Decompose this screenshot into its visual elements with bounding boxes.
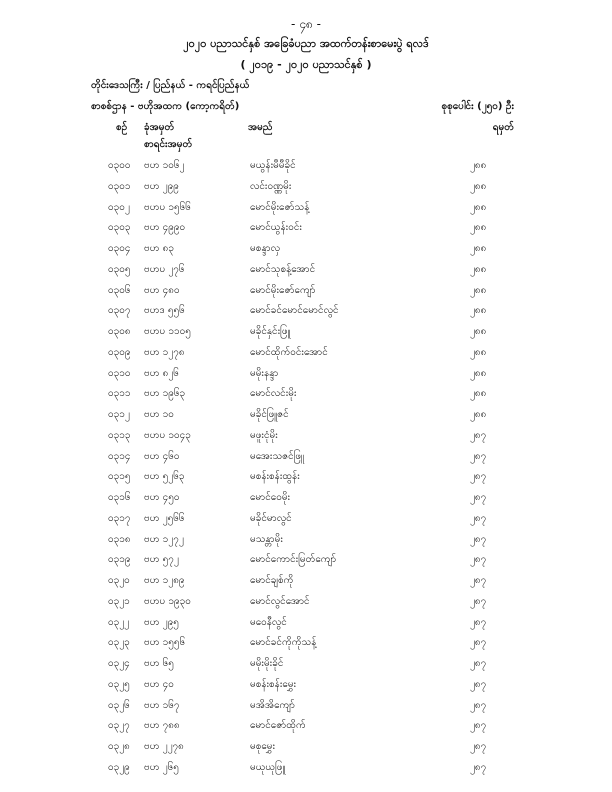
row-name: မောင်မိုးဇော်ကျော်: [250, 284, 316, 296]
row-marks: ၂၈၇: [470, 575, 487, 586]
row-name: မောင်ခင်ကိုကိုသန့်: [250, 637, 317, 649]
row-no: ၀၃၂၅: [108, 678, 130, 690]
table-row: [0, 677, 612, 698]
table-row: [0, 490, 612, 511]
row-marks: ၂၈၈: [470, 160, 487, 171]
region-line: တိုင်းဒေသကြီး / ပြည်နယ် - ကရင်ပြည်နယ်: [91, 80, 250, 91]
exam-center-line: စာစစ်ဌာန - ဗဟိုအထက (ကော့ကရိတ်): [91, 101, 240, 112]
row-no: ၀၃၀၆: [108, 284, 131, 296]
header-name: အမည်: [248, 122, 273, 133]
row-reg: ဗဟဒ ၅၅၆: [144, 305, 185, 317]
row-name: မောင်ခင်မောင်မောင်လွင်: [250, 305, 339, 317]
row-no: ၀၃၂၇: [108, 720, 130, 732]
row-reg: ဗဟ ၆၅: [144, 658, 174, 669]
table-row: [0, 635, 612, 656]
row-name: မောင်ယွန်းဝင်း: [250, 222, 302, 234]
row-no: ၀၃၂၉: [108, 761, 130, 773]
row-name: မယွန်းမီမီခိုင်: [250, 160, 296, 171]
row-marks: ၂၈၇: [470, 741, 487, 752]
row-no: ၀၃၁၈: [108, 533, 131, 545]
row-marks: ၂၈၇: [470, 699, 487, 711]
row-name: မောင်လင်းမိုး: [250, 388, 297, 400]
row-reg: ဗဟ ၈၂၆: [144, 367, 179, 379]
row-no: ၀၃၁၂: [108, 409, 130, 420]
row-name: မောင်ကောင်းမြတ်ကျော်: [250, 554, 337, 566]
row-reg: ဗဟ ၂၆၅: [144, 761, 179, 773]
row-marks: ၂၈၇: [470, 637, 487, 649]
header-reg-sub: စာရင်းအမှတ်: [144, 139, 193, 150]
row-no: ၀၃၂၂: [108, 616, 130, 628]
table-row: [0, 345, 612, 366]
table-row: [0, 366, 612, 387]
table-row: [0, 469, 612, 490]
table-row: [0, 428, 612, 449]
header-no: စဉ်: [116, 122, 128, 133]
table-row: [0, 262, 612, 283]
row-name: လင်းဝဏ္ဏမိုး: [250, 180, 292, 192]
row-reg: ဗဟပ ၁၅၆၆: [144, 201, 191, 213]
row-reg: ဗဟ ၄၅၀: [144, 492, 180, 503]
row-reg: ဗဟ ၄၉၉၀: [144, 222, 186, 234]
table-row: [0, 656, 612, 677]
row-name: မောင်သုစန့်အောင်: [250, 263, 316, 275]
table-row: [0, 407, 612, 428]
row-reg: ဗဟ ၄၀: [144, 678, 174, 690]
row-no: ၀၃၀၅: [108, 263, 131, 275]
row-reg: ဗဟပ ၂၇၆: [144, 263, 185, 275]
table-row: [0, 179, 612, 200]
table-row: [0, 220, 612, 241]
row-marks: ၂၈၇: [470, 720, 487, 732]
row-name: မောင်ချစ်ကို: [250, 575, 294, 586]
table-row: [0, 615, 612, 636]
row-no: ၀၃၀၃: [108, 222, 131, 234]
row-no: ၀၃၁၆: [108, 492, 131, 503]
row-name: မမိုးနန္ဒာ: [250, 367, 279, 379]
row-reg: ဗဟ ၁၉၆၃: [144, 388, 186, 400]
row-name: မောင်ထိုက်ဝင်းအောင်: [250, 346, 328, 358]
row-name: မယုယုဖြူ: [250, 761, 286, 773]
row-reg: ဗဟ ၂၂၇၈: [144, 741, 184, 752]
row-name: မောင်မိုးဇော်သန့်: [250, 201, 310, 213]
row-reg: ဗဟ ၄၆၀: [144, 450, 180, 462]
row-marks: ၂၈၈: [470, 284, 487, 296]
table-row: [0, 386, 612, 407]
row-reg: ဗဟ ၂၉၉: [144, 180, 179, 192]
row-reg: ဗဟ ၅၂၆၃: [144, 471, 185, 483]
row-no: ၀၃၂၆: [108, 699, 130, 711]
row-name: မောင်ဝေမိုး: [250, 492, 291, 503]
row-name: မောင်ဇော်ထိုက်: [250, 720, 306, 732]
row-reg: ဗဟ ၈၃: [144, 243, 175, 254]
row-marks: ၂၈၇: [470, 471, 487, 483]
center-total: စုစုပေါင်း (၂၅၀) ဦး: [441, 101, 514, 112]
row-reg: ဗဟ ၂၅၆၆: [144, 512, 185, 524]
row-marks: ၂၈၇: [470, 533, 487, 545]
row-no: ၀၃၂၀: [108, 575, 130, 586]
row-marks: ၂၈၇: [470, 492, 487, 503]
row-no: ၀၃၀၇: [108, 305, 131, 317]
row-reg: ဗဟ ၇၈၈: [144, 720, 180, 732]
table-row: [0, 283, 612, 304]
row-name: မမိုးမိုးခိုင်: [250, 658, 284, 669]
row-marks: ၂၈၈: [470, 367, 487, 379]
row-no: ၀၃၂၄: [108, 658, 130, 669]
row-name: မဖူးငုံမိုး: [250, 429, 278, 441]
row-name: မခိုင်မာလွင်: [250, 512, 292, 524]
row-marks: ၂၈၈: [470, 222, 487, 234]
row-reg: ဗဟ ၅၇၂: [144, 554, 179, 566]
row-marks: ၂၈၈: [470, 326, 487, 337]
row-no: ၀၃၁၁: [108, 388, 131, 400]
row-no: ၀၃၀၀: [108, 160, 131, 171]
document-subtitle: ( ၂၀၁၉ - ၂၀၂၀ ပညာသင်နှစ် ): [240, 58, 372, 71]
table-row: [0, 241, 612, 262]
row-name: မဝေနီလွင်: [250, 616, 287, 628]
row-reg: ဗဟ ၁၂၇၈: [144, 346, 185, 358]
row-reg: ဗဟ ၁၂၇၂: [144, 533, 184, 545]
header-reg: ခုံအမှတ်: [144, 122, 175, 133]
row-reg: ဗဟ ၁၆၇: [144, 699, 180, 711]
row-no: ၀၃၀၉: [108, 346, 131, 358]
row-marks: ၂၈၇: [470, 429, 487, 441]
row-reg: ဗဟပ ၁၉၃၀: [144, 595, 191, 607]
row-reg: ဗဟ ၄၈၀: [144, 284, 180, 296]
results-list: [0, 158, 612, 781]
table-row: [0, 698, 612, 719]
table-row: [0, 718, 612, 739]
row-marks: ၂၈၈: [470, 346, 487, 358]
table-row: [0, 594, 612, 615]
table-row: [0, 200, 612, 221]
table-row: [0, 739, 612, 760]
table-row: [0, 324, 612, 345]
row-reg: ဗဟပ ၁၀၄၃: [144, 429, 191, 441]
row-reg: ဗဟပ ၁၁၀၅: [144, 326, 191, 337]
row-no: ၀၃၁၅: [108, 471, 131, 483]
row-marks: ၂၈၈: [470, 201, 487, 213]
table-row: [0, 532, 612, 553]
row-marks: ၂၈၇: [470, 616, 487, 628]
row-marks: ၂၈၈: [470, 388, 487, 400]
row-marks: ၂၈၇: [470, 595, 487, 607]
row-name: မအိအိကျော်: [250, 699, 295, 711]
row-no: ၀၃၀၄: [108, 243, 131, 254]
page-number: - ၄၈ -: [291, 17, 321, 31]
table-row: [0, 760, 612, 781]
row-name: မသန္တာမိုး: [250, 533, 283, 545]
row-marks: ၂၈၇: [470, 554, 487, 566]
row-marks: ၂၈၈: [470, 243, 487, 254]
row-no: ၀၃၀၈: [108, 326, 131, 337]
row-name: မခိုင်နှင်းဖြူ: [250, 326, 291, 337]
row-no: ၀၃၁၃: [108, 429, 131, 441]
row-reg: ဗဟ ၁၀၆၂: [144, 160, 185, 171]
table-row: [0, 573, 612, 594]
row-marks: ၂၈၈: [470, 305, 487, 317]
row-reg: ဗဟ ၁၀: [144, 409, 174, 420]
row-no: ၀၃၁၇: [108, 512, 131, 524]
table-row: [0, 449, 612, 470]
row-no: ၀၃၀၁: [108, 180, 131, 192]
table-row: [0, 552, 612, 573]
row-no: ၀၃၁၀: [108, 367, 131, 379]
table-row: [0, 303, 612, 324]
row-name: မစန္ဒာလှ: [250, 243, 280, 254]
header-marks: ရမှတ်: [492, 122, 514, 133]
row-no: ၀၃၁၄: [108, 450, 131, 462]
row-reg: ဗဟ ၂၉၅: [144, 616, 179, 628]
row-reg: ဗဟ ၁၂၈၉: [144, 575, 185, 586]
row-name: မောင်လွင်အောင်: [250, 595, 310, 607]
row-name: မအေးသဇင်ဖြူ: [250, 450, 304, 462]
row-name: မစန်းစန်းမွှေး: [250, 678, 297, 690]
row-no: ၀၃၀၂: [108, 201, 130, 213]
row-marks: ၂၈၇: [470, 761, 487, 773]
row-marks: ၂၈၈: [470, 180, 487, 192]
table-row: [0, 511, 612, 532]
row-no: ၀၃၂၁: [108, 595, 130, 607]
row-marks: ၂၈၇: [470, 658, 487, 669]
row-marks: ၂၈၈: [470, 263, 487, 275]
document-title: ၂၀၂၀ ပညာသင်နှစ် အခြေခံပညာ အထက်တန်းစာမေးပွဲ ရလဒ်: [183, 37, 429, 50]
row-name: မခိုင်ဖြူဇင်: [250, 409, 289, 420]
row-no: ၀၃၁၉: [108, 554, 131, 566]
row-no: ၀၃၂၈: [108, 741, 130, 752]
row-name: မစုမွှေး: [250, 741, 276, 752]
row-reg: ဗဟ ၁၅၅၆: [144, 637, 186, 649]
row-marks: ၂၈၇: [470, 512, 487, 524]
row-name: မစန်းစန်းထွန်း: [250, 471, 300, 483]
row-no: ၀၃၂၃: [108, 637, 130, 649]
row-marks: ၂၈၇: [470, 678, 487, 690]
table-row: [0, 158, 612, 179]
row-marks: ၂၈၈: [470, 409, 487, 420]
row-marks: ၂၈၇: [470, 450, 487, 462]
